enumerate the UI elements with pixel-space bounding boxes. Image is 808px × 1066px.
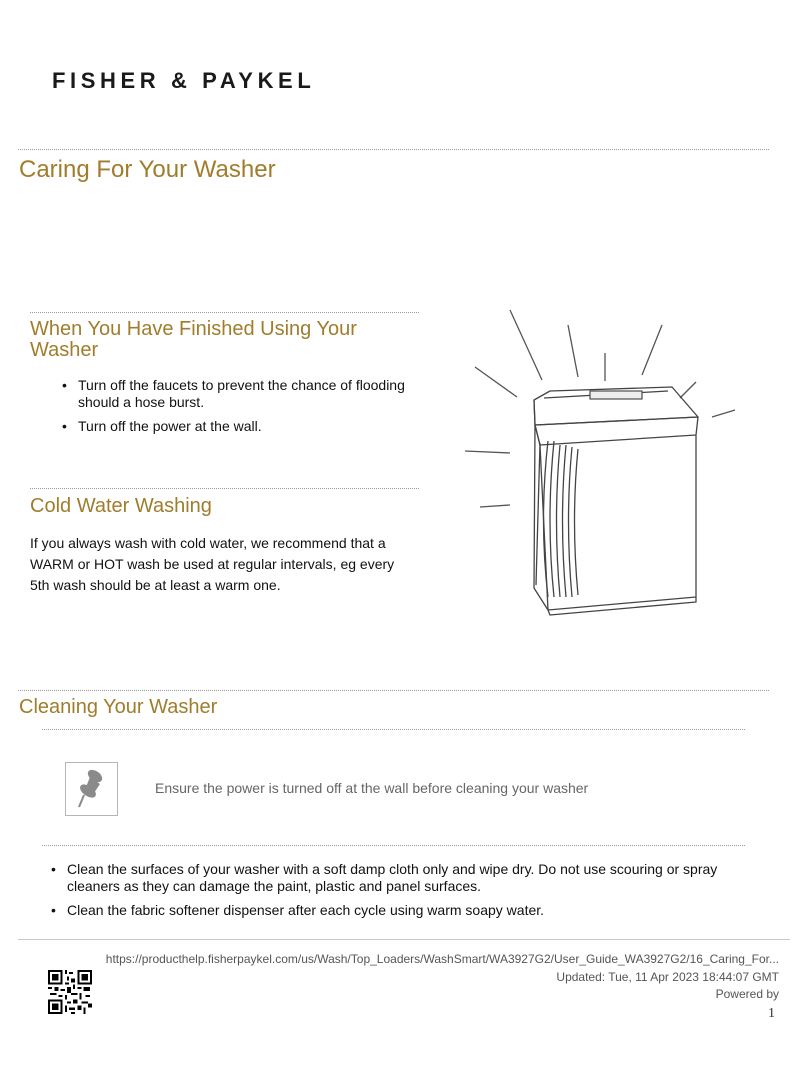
divider — [30, 488, 419, 489]
list-item: • Clean the surfaces of your washer with a soft damp cloth only and wipe dry. Do not use scouring or spray cleaners as they can damage the paint, plastic and panel surfaces. — [51, 861, 741, 895]
divider — [42, 845, 745, 846]
divider — [30, 312, 419, 313]
updated-timestamp: Updated: Tue, 11 Apr 2023 18:44:07 GMT — [556, 970, 779, 984]
list-item: • Clean the fabric softener dispenser after each cycle using warm soapy water. — [51, 902, 741, 919]
divider — [42, 729, 745, 730]
cold-water-text: If you always wash with cold water, we recommend that a WARM or HOT wash be used at regular intervals, eg every 5th wash should be at least a warm one. — [30, 535, 395, 593]
section-heading-finished: When You Have Finished Using Your Washer — [30, 318, 357, 361]
page-number: 1 — [768, 1006, 775, 1021]
cleaning-list — [51, 861, 741, 919]
page-title: Caring For Your Washer — [19, 156, 276, 183]
section-heading-cleaning: Cleaning Your Washer — [19, 696, 218, 718]
divider — [18, 690, 769, 691]
source-url[interactable]: https://producthelp.fisherpaykel.com/us/Wash/Top_Loaders/WashSmart/WA3927G2/User_Guide_WA3927G2/16_Caring_For... — [105, 952, 779, 966]
qr-code — [48, 970, 92, 1014]
brand-logo: FISHER & PAYKEL — [52, 68, 316, 93]
powered-by: Powered by — [715, 987, 779, 1001]
finished-list — [62, 377, 412, 435]
footer-divider — [18, 939, 790, 940]
warning-note: Ensure the power is turned off at the wall before cleaning your washer — [155, 780, 589, 796]
washer-illustration — [460, 305, 745, 620]
section-heading-cold-water: Cold Water Washing — [30, 495, 212, 517]
list-item: • Turn off the power at the wall. — [62, 418, 412, 435]
pushpin-icon — [65, 762, 118, 816]
list-item: • Turn off the faucets to prevent the chance of flooding should a hose burst. — [62, 377, 412, 411]
divider — [18, 149, 769, 150]
